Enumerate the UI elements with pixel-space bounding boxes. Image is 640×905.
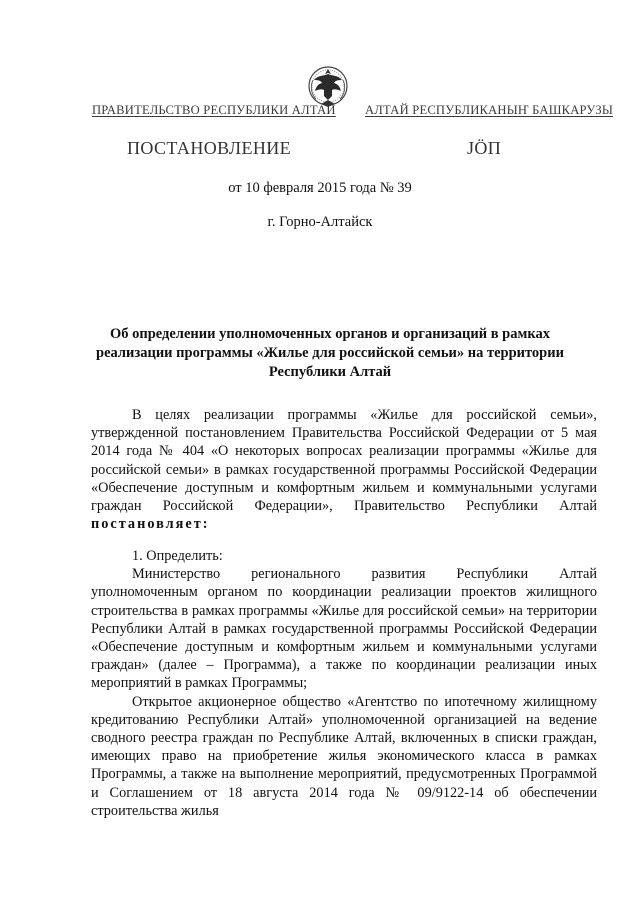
preamble-text: В целях реализации программы «Жилье для российской семьи», утвержденной постановлением Правительства Российской Федерации от 5 мая 2014 года № 404 «О некоторых вопросах реализации программы «Жилье для российской семьи» в рамках государственной программы Российской Федерации «Обеспечение доступным и комфортным жильем и коммунальными услугами граждан Российской Федерации», Правительство Республики Алтай: [91, 407, 597, 515]
document-city: г. Горно-Алтайск: [267, 214, 373, 230]
item-1-heading: 1. Определить:: [132, 548, 223, 564]
preamble-paragraph: [91, 406, 597, 533]
document-title: Об определении уполномоченных органов и организаций в рамках реализации программы «Жилье для российской семьи» на территории Республики Алтай: [96, 326, 564, 380]
document-date-number: от 10 февраля 2015 года № 39: [228, 180, 412, 196]
preamble-emphasis: постановляет:: [91, 516, 210, 533]
item-1-paragraph-2: Открытое акционерное общество «Агентство по ипотечному жилищному кредитованию Республики Алтай» уполномоченной организацией на ведение сводного реестра граждан по Республике Алтай, включенных в списки граждан, имеющих право на приобретение жилья экономического класса в рамках Программы, а также на выполнение мероприятий, предусмотренных Программой и Соглашением от 18 августа 2014 года № 09/9122-14 об обеспечении строительства жилья: [91, 693, 597, 819]
item-1-paragraph-1: Министерство регионального развития Республики Алтай уполномоченным органом по координации реализации проектов жилищного строительства в рамках программы «Жилье для российской семьи» на территории Республики Алтай в рамках государственной программы Российской Федерации «Обеспечение доступным и комфортным жильем и коммунальными услугами граждан» (далее – Программа), а также по координации реализации иных мероприятий в рамках Программы;: [91, 566, 597, 692]
doc-type-russian: ПОСТАНОВЛЕНИЕ: [127, 138, 292, 158]
item-1-block: [91, 547, 597, 820]
doc-type-altai: ЈӦП: [467, 138, 502, 158]
preamble-block: [91, 406, 597, 533]
org-name-russian: ПРАВИТЕЛЬСТВО РЕСПУБЛИКИ АЛТАЙ: [92, 103, 336, 117]
org-name-altai: АЛТАЙ РЕСПУБЛИКАНЫҤ БАШКАРУЗЫ: [365, 103, 614, 117]
